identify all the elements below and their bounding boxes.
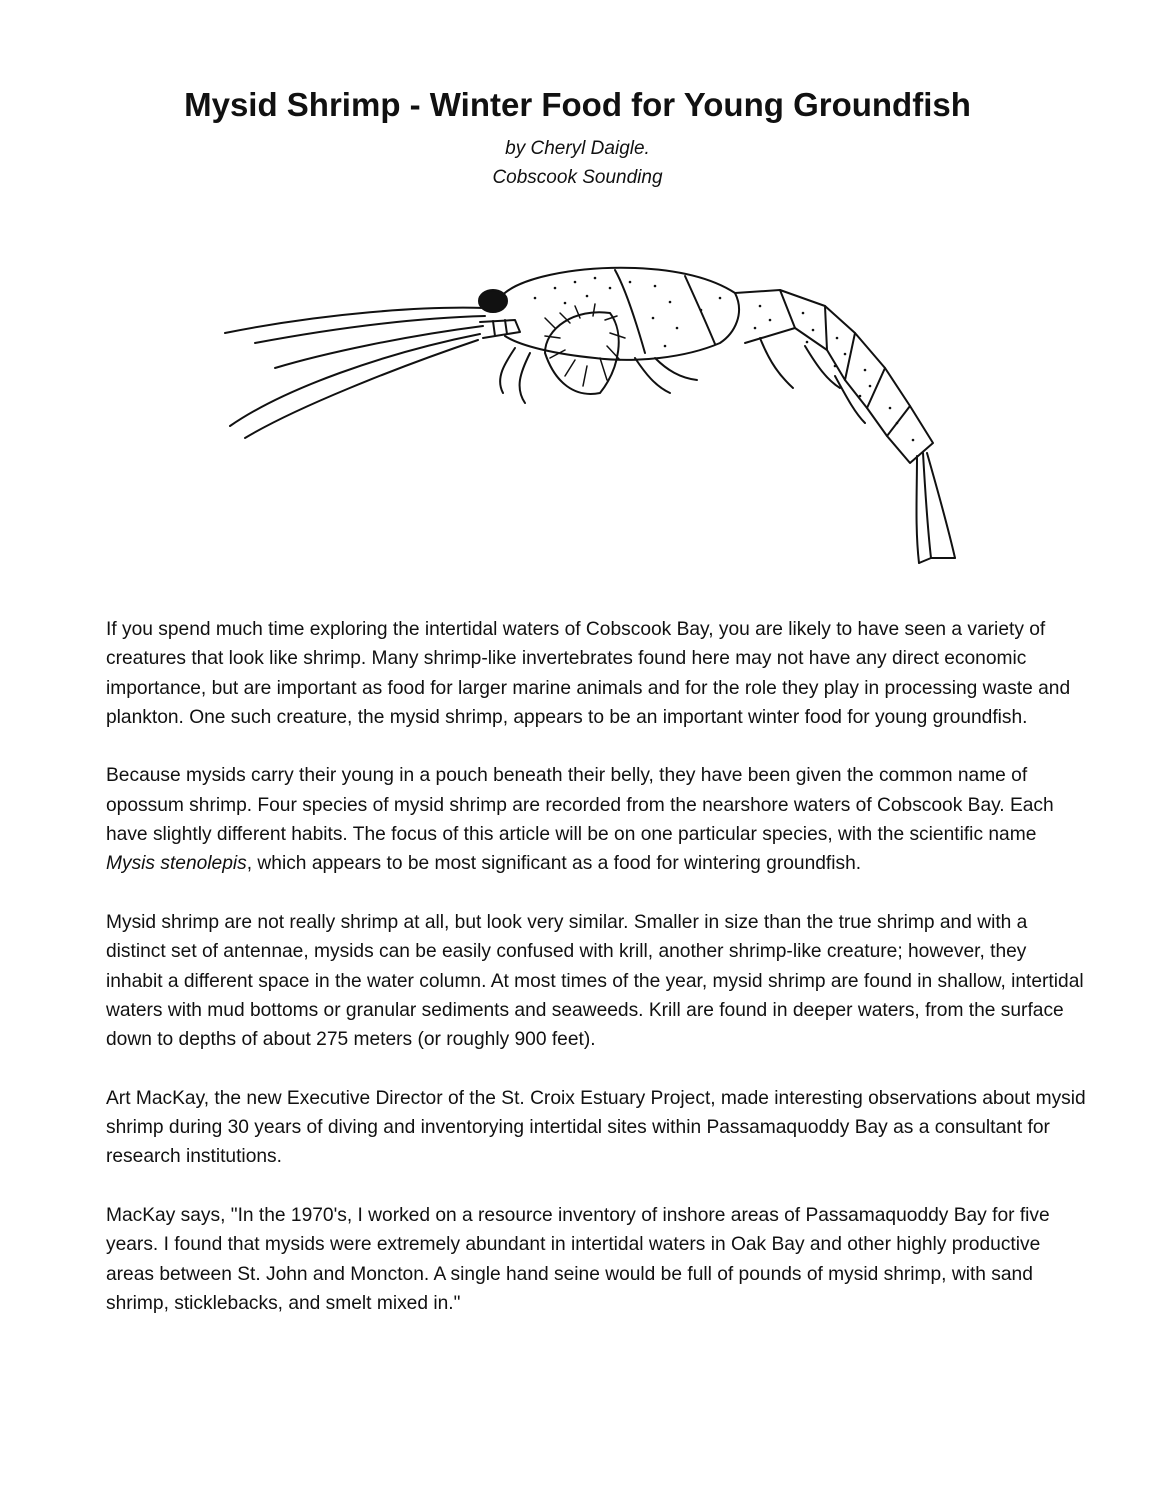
antenna: [245, 340, 478, 438]
uropod: [927, 453, 955, 558]
leg: [635, 358, 670, 393]
leg: [760, 338, 793, 388]
paragraph-opossum-shrimp: [106, 761, 1086, 878]
article-body: [106, 615, 1086, 1347]
article-title: Mysid Shrimp - Winter Food for Young Groundfish: [184, 86, 971, 123]
uropod: [917, 456, 920, 563]
paragraph-text: , which appears to be most significant as a food for wintering groundfish.: [246, 853, 862, 875]
leg: [520, 353, 530, 403]
abdomen-segment: [735, 290, 795, 343]
publication-source: Cobscook Sounding: [492, 167, 663, 188]
paragraph-art-mackay: Art MacKay, the new Executive Director of the St. Croix Estuary Project, made interesting observations about mysid shrimp during 30 years of diving and inventorying intertidal sites within Passamaquoddy Bay as a consultant for research institutions.: [106, 1087, 1086, 1168]
abdomen-segment: [887, 406, 933, 463]
eye-icon: [479, 290, 507, 312]
abdomen-segment: [825, 306, 855, 380]
leg: [500, 348, 515, 393]
abdomen-segment: [780, 290, 827, 350]
paragraph-intro: If you spend much time exploring the intertidal waters of Cobscook Bay, you are likely to have seen a variety of creatures that look like shrimp. Many shrimp-like invertebrates found here may not have any direct economic importance, but are important as food for larger marine animals and for the role they play in processing waste and plankton. One such creature, the mysid shrimp, appears to be an important winter food for young groundfish.: [106, 619, 1071, 728]
paragraph-krill-comparison: Mysid shrimp are not really shrimp at all, but look very similar. Smaller in size than the true shrimp and with a distinct set of antennae, mysids can be easily confused with krill, another shrimp-like creature; however, they inhabit a different space in the water column. At most times of the year, mysid shrimp are found in shallow, intertidal waters with mud bottoms or granular sediments and seaweeds. Krill are found in deeper waters, from the surface down to depths of about 275 meters (or roughly 900 feet).: [106, 911, 1084, 1051]
antenna: [225, 308, 485, 333]
scientific-name: Mysis stenolepis: [106, 853, 247, 875]
mysid-shrimp-illustration: [215, 258, 975, 578]
antenna: [255, 316, 485, 343]
antenna: [275, 326, 483, 368]
leg: [655, 358, 697, 380]
paragraph-mackay-quote: MacKay says, "In the 1970's, I worked on a resource inventory of inshore areas of Passamaquoddy Bay for five years. I found that mysids were extremely abundant in intertidal waters in Oak Bay and other highly productive areas between St. John and Moncton. A single hand seine would be full of pounds of mysid shrimp, with sand shrimp, sticklebacks, and smelt mixed in.": [106, 1204, 1050, 1314]
telson: [923, 453, 931, 558]
paragraph-text: Because mysids carry their young in a pouch beneath their belly, they have been given the common name of opossum shrimp. Four species of mysid shrimp are recorded from the nearshore waters of Cobscook Bay. Each have slightly different habits. The focus of this article will be on one particular species, with the scientific name: [106, 765, 1054, 846]
author-byline: by Cheryl Daigle.: [505, 138, 650, 159]
abdomen-segment: [867, 368, 910, 436]
